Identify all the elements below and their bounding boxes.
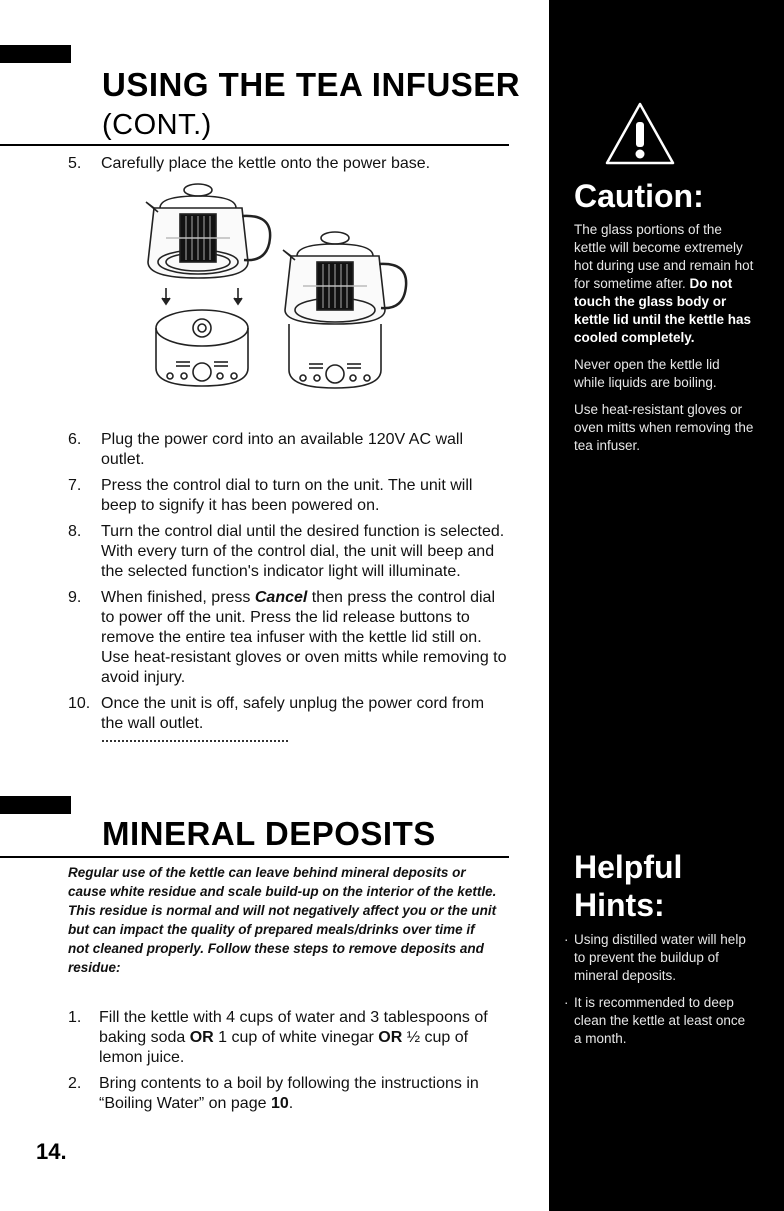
step-list-top: [68, 154, 508, 180]
caution-paragraph: Use heat-resistant gloves or oven mitts when removing the tea infuser.: [574, 402, 754, 453]
page-reference: 10: [270, 1095, 289, 1112]
step-list-mineral: [68, 1008, 488, 1120]
step-text-part: 1 cup of white vinegar: [213, 1029, 379, 1046]
step-item: [68, 154, 508, 174]
step-text-part: .: [288, 1095, 294, 1112]
hint-item: [564, 931, 754, 985]
caution-paragraph: Never open the kettle lid while liquids are boiling.: [574, 357, 720, 390]
hints-list: [564, 931, 754, 1057]
step-text-part: Bring contents to a boil by following the instructions in “Boiling Water” on page: [99, 1075, 479, 1112]
helpful-hints-title: [574, 848, 682, 924]
step-number: 5.: [68, 155, 82, 172]
section-title-main: USING THE TEA INFUSER: [102, 66, 521, 103]
caution-title: Caution:: [574, 178, 704, 214]
hint-item: [564, 994, 754, 1048]
section-title-underline: [0, 144, 509, 146]
caution-warning-bold: Do not touch the glass body or kettle lid until the kettle has cooled completely.: [574, 276, 752, 345]
section-tab-marker: [0, 796, 71, 814]
or-keyword: OR: [378, 1029, 403, 1046]
down-arrow-icon: [162, 288, 242, 304]
section-title-underline: [0, 856, 509, 858]
step-text: Turn the control dial until the desired function is selected. With every turn of the control dial, the unit will beep and the selected function's indicator light will illuminate.: [101, 523, 505, 580]
hints-title-line: Hints:: [574, 887, 665, 923]
section-title-suffix: (CONT.): [102, 109, 212, 141]
step-number: 9.: [68, 589, 82, 606]
step-text: [101, 588, 508, 688]
hints-title-line: Helpful: [574, 849, 683, 885]
step-text: [99, 1008, 488, 1068]
step-list-main: [68, 430, 508, 742]
section-title-tea-infuser: [102, 66, 522, 144]
step-text-part: ½ cup of lemon juice.: [99, 1029, 469, 1066]
kettle-lifted-icon: [146, 184, 270, 278]
power-base-icon: [156, 310, 248, 386]
kettle-placement-illustration: [140, 178, 430, 408]
step-number: 10.: [68, 695, 91, 712]
step-item: [68, 522, 508, 582]
warning-triangle-icon: [604, 100, 676, 168]
hint-text: It is recommended to deep clean the kettle at least once a month.: [574, 995, 746, 1046]
or-keyword: OR: [189, 1029, 214, 1046]
caution-text: The glass portions of the kettle will become extremely hot during use and remain hot for sometime after.: [574, 222, 754, 291]
step-item: [68, 694, 508, 734]
step-number: 1.: [68, 1009, 82, 1026]
bullet-icon: ·: [564, 995, 569, 1010]
step-number: 8.: [68, 523, 82, 540]
step-item: [68, 1074, 488, 1114]
step-item: [68, 430, 508, 470]
hint-text: Using distilled water will help to prevent the buildup of mineral deposits.: [574, 932, 746, 983]
caution-paragraph: [574, 221, 754, 347]
section-tab-marker: [0, 45, 71, 63]
step-text-part: then press the control dial to power off the unit. Press the lid release buttons to remove the entire tea infuser with the kettle lid still on. Use heat-resistant gloves or oven mitts while removing to avoid injury.: [101, 589, 507, 686]
step-number: 6.: [68, 431, 82, 448]
step-text: Plug the power cord into an available 120V AC wall outlet.: [101, 431, 463, 468]
step-text: [99, 1074, 488, 1114]
step-number: 2.: [68, 1075, 82, 1092]
step-text: Carefully place the kettle onto the power base.: [101, 155, 431, 172]
bullet-icon: ·: [564, 932, 569, 947]
step-number: 7.: [68, 477, 82, 494]
cancel-keyword: Cancel: [254, 589, 308, 606]
section-title-mineral-deposits: MINERAL DEPOSITS: [102, 815, 436, 852]
kettle-on-base-icon: [283, 232, 406, 388]
step-item: [68, 588, 508, 688]
step-text-part: Fill the kettle with 4 cups of water and 3 tablespoons of baking soda: [99, 1009, 488, 1046]
caution-body: [574, 221, 754, 464]
dotted-divider: [102, 740, 288, 742]
step-item: [68, 476, 508, 516]
step-text: Press the control dial to turn on the unit. The unit will beep to signify it has been powered on.: [101, 477, 473, 514]
page-number: 14.: [36, 1139, 67, 1164]
step-item: [68, 1008, 488, 1068]
step-text: Once the unit is off, safely unplug the power cord from the wall outlet.: [101, 695, 485, 732]
mineral-deposits-intro: Regular use of the kettle can leave behind mineral deposits or cause white residue and scale build-up on the interior of the kettle. This residue is normal and will not negatively affect you or the unit but can impact the quality of prepared meals/drinks over time if not cleaned properly. Follow these steps to remove deposits and residue:: [68, 865, 497, 975]
step-text-part: When finished, press: [101, 589, 255, 606]
